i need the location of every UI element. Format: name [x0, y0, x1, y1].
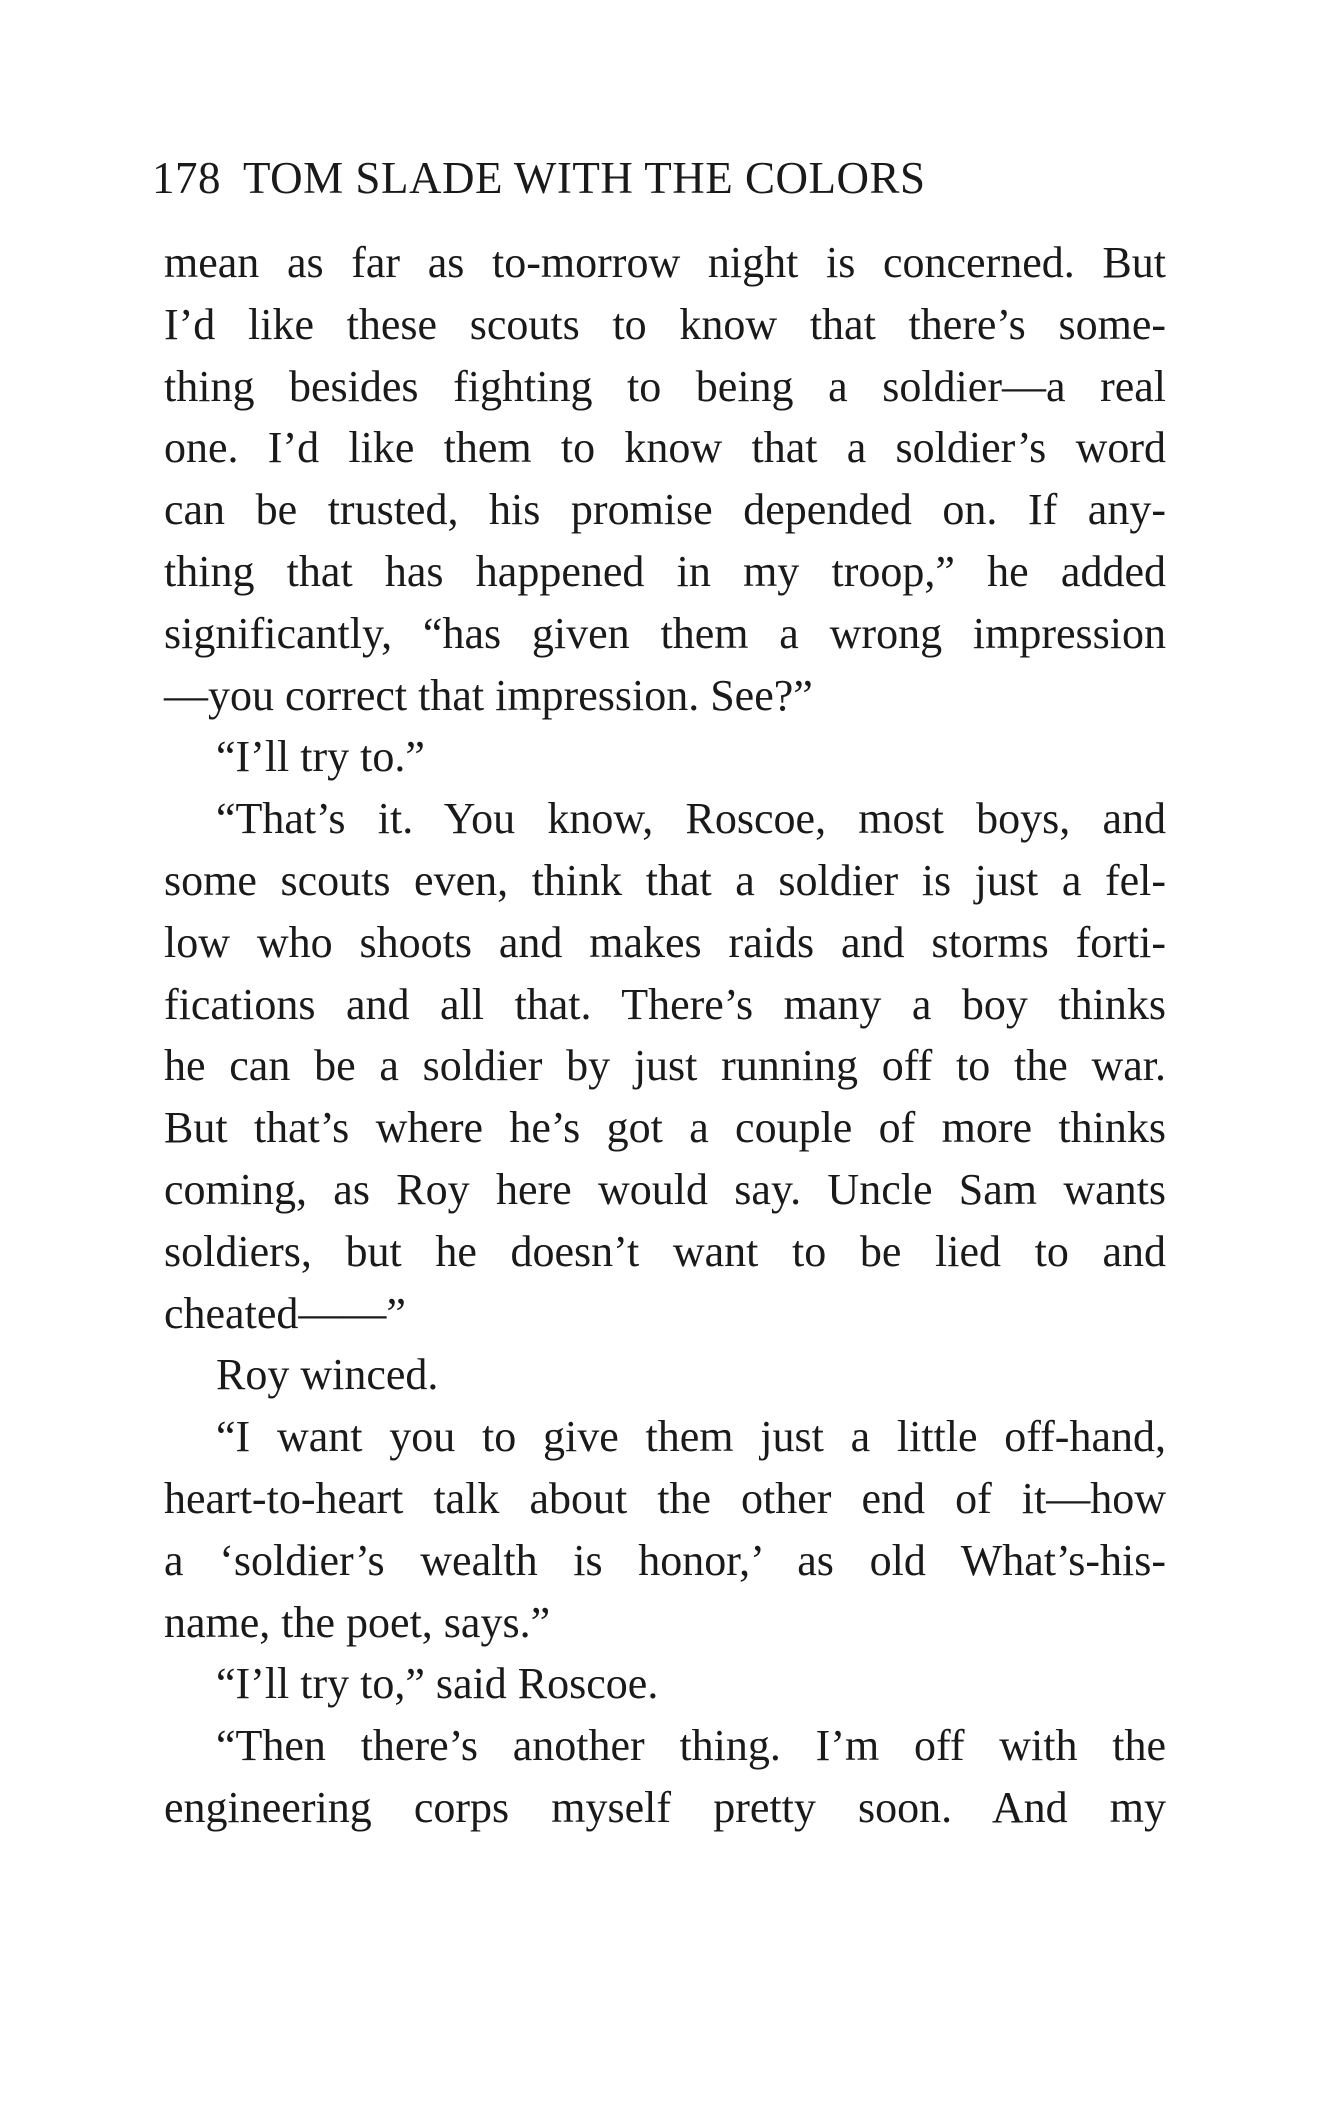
text-line: “I’ll try to.” — [216, 732, 425, 782]
text-line: thing besides fighting to being a soldier—a real — [164, 361, 1166, 411]
text-line: he can be a soldier by just running off to the war. — [164, 1041, 1166, 1091]
running-header — [152, 148, 1162, 208]
text-line: one. I’d like them to know that a soldier’s word — [164, 423, 1166, 473]
running-title: TOM SLADE WITH THE COLORS — [243, 153, 926, 203]
text-line: “Then there’s another thing. I’m off with the — [216, 1721, 1166, 1771]
text-line: can be trusted, his promise depended on. If any- — [164, 485, 1166, 535]
text-line: mean as far as to-morrow night is concerned. But — [164, 238, 1166, 287]
text-line: But that’s where he’s got a couple of more thinks — [164, 1103, 1166, 1153]
text-line: cheated——” — [164, 1288, 406, 1338]
text-line: low who shoots and makes raids and storms forti- — [164, 917, 1166, 967]
text-line: some scouts even, think that a soldier is just a fel- — [164, 855, 1166, 905]
body-text — [164, 232, 1166, 1839]
text-line: Roy winced. — [216, 1350, 439, 1400]
text-line: soldiers, but he doesn’t want to be lied to and — [164, 1226, 1166, 1276]
text-line: thing that has happened in my troop,” he added — [164, 546, 1166, 596]
text-line: a ‘soldier’s wealth is honor,’ as old What’s-his- — [164, 1535, 1166, 1585]
text-line: coming, as Roy here would say. Uncle Sam wants — [164, 1164, 1166, 1214]
text-line: name, the poet, says.” — [164, 1597, 551, 1647]
text-line: heart-to-heart talk about the other end of it—how — [164, 1473, 1166, 1523]
text-line: engineering corps myself pretty soon. And my — [164, 1782, 1166, 1832]
text-line: fications and all that. There’s many a boy thinks — [164, 979, 1166, 1029]
text-line: “I’ll try to,” said Roscoe. — [216, 1659, 659, 1709]
text-line: —you correct that impression. See?” — [164, 670, 813, 720]
text-line: “I want you to give them just a little off-hand, — [216, 1412, 1166, 1462]
text-line: “That’s it. You know, Roscoe, most boys, and — [216, 794, 1166, 844]
text-line: significantly, “has given them a wrong impression — [164, 608, 1166, 658]
text-line: I’d like these scouts to know that there’s some- — [164, 299, 1166, 349]
page-number: 178 — [152, 153, 221, 203]
